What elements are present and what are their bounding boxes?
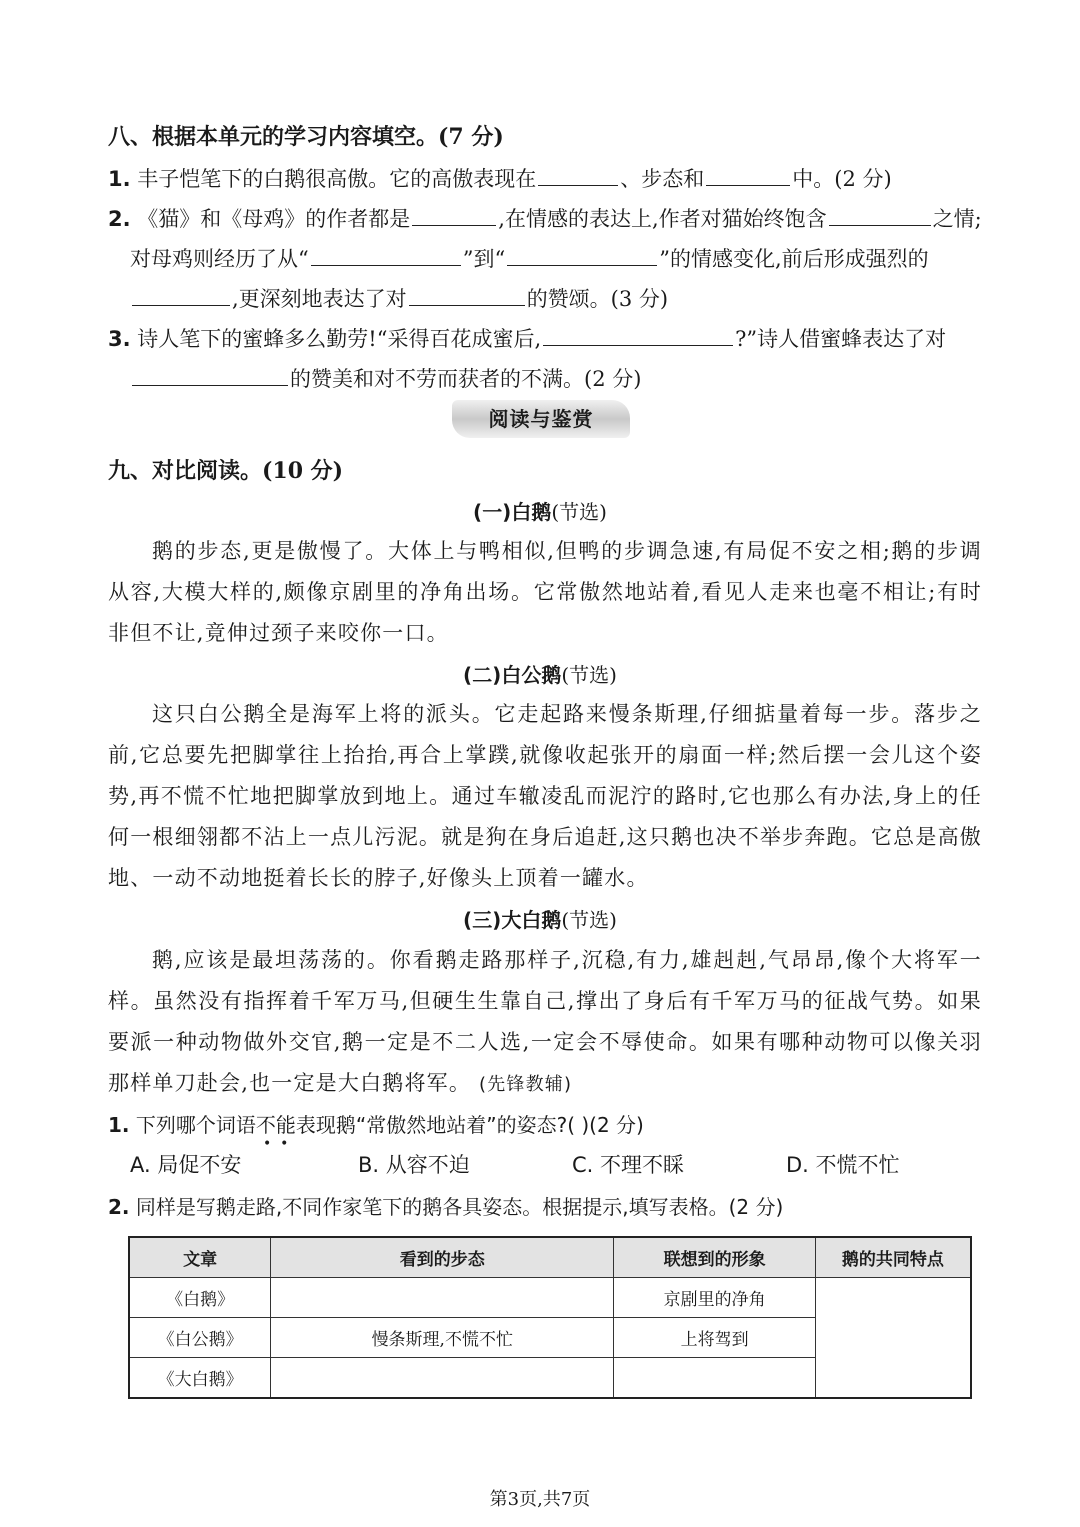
question-text: ,在情感的表达上,作者对猫始终饱含 xyxy=(498,207,827,231)
answer-blank[interactable] xyxy=(311,243,461,266)
answer-blank[interactable] xyxy=(706,163,790,186)
table-cell: 《白鹅》 xyxy=(129,1278,271,1318)
question-number: 2. xyxy=(108,1195,130,1219)
question-text: 丰子恺笔下的白鹅很高傲。它的高傲表现在 xyxy=(137,167,537,191)
question-text: 的赞美和对不劳而获者的不满。(2 分) xyxy=(290,367,642,391)
question-text: 诗人笔下的蜜蜂多么勤劳!“采得百花成蜜后, xyxy=(137,327,542,351)
question-text: 对母鸡则经历了从“ xyxy=(130,247,309,271)
answer-blank[interactable] xyxy=(132,363,288,386)
table-header: 文章 xyxy=(129,1237,271,1278)
question-text: 的赞颂。(3 分) xyxy=(526,287,669,311)
option-b[interactable]: B. 从容不迫 xyxy=(358,1153,470,1177)
reading-section-banner: 阅读与鉴赏 xyxy=(452,400,630,438)
question-text: ,更深刻地表达了对 xyxy=(232,287,407,311)
passage-1-text: 鹅的步态,更是傲慢了。大体上与鸭相似,但鸭的步调急速,有局促不安之相;鹅的步调从容,大模大样的,颇像京剧里的净角出场。它常傲然地站着,看见人走来也毫不相让;有时非但不让,竟伸过颈子来咬你一口。 xyxy=(108,539,982,645)
passage-note: (节选) xyxy=(561,908,617,932)
question-number: 3. xyxy=(108,327,131,351)
table-cell: 《大白鹅》 xyxy=(129,1358,271,1399)
answer-cell[interactable] xyxy=(271,1358,614,1399)
table-header: 鹅的共同特点 xyxy=(815,1237,971,1278)
option-c[interactable]: C. 不理不睬 xyxy=(572,1153,685,1177)
passage-title: (一)白鹅 xyxy=(473,500,552,524)
option-a[interactable]: A. 局促不安 xyxy=(130,1153,242,1177)
question-8-2-line2 xyxy=(130,243,929,274)
answer-blank[interactable] xyxy=(132,283,230,306)
section-9-heading: 九、对比阅读。(10 分) xyxy=(108,458,344,484)
passage-title: (二)白公鹅 xyxy=(463,663,562,687)
answer-blank[interactable] xyxy=(409,283,525,306)
answer-blank[interactable] xyxy=(507,243,657,266)
comparison-table xyxy=(128,1236,972,1399)
answer-cell[interactable] xyxy=(614,1358,816,1399)
question-text: 之情; xyxy=(932,207,982,231)
answer-cell[interactable] xyxy=(271,1278,614,1318)
passage-source: (先锋教辅) xyxy=(478,1074,573,1095)
question-9-2 xyxy=(108,1192,783,1222)
question-8-1 xyxy=(108,163,892,194)
question-text: 中。(2 分) xyxy=(792,167,892,191)
option-d[interactable]: D. 不慌不忙 xyxy=(786,1153,900,1177)
question-number: 1. xyxy=(108,167,131,191)
table-header-row xyxy=(129,1237,971,1278)
question-text: 《猫》和《母鸡》的作者都是 xyxy=(137,207,411,231)
question-8-2-line1 xyxy=(108,203,982,234)
question-9-1 xyxy=(108,1110,644,1140)
answer-blank[interactable] xyxy=(412,203,496,226)
question-text: 、步态和 xyxy=(620,167,705,191)
emphasis-dots: • • xyxy=(263,1136,289,1152)
table-header: 看到的步态 xyxy=(271,1237,614,1278)
question-text: 下列哪个词语不能表现鹅“常傲然地站着”的姿态?( )(2 分) xyxy=(135,1113,644,1137)
passage-2-title xyxy=(0,660,1080,690)
question-text: ”到“ xyxy=(462,247,506,271)
passage-3-text xyxy=(108,940,982,1105)
question-8-3-line1 xyxy=(108,323,946,354)
passage-2-text: 这只白公鹅全是海军上将的派头。它走起路来慢条斯理,仔细掂量着每一步。落步之前,它总要先把脚掌往上抬抬,再合上掌蹼,就像收起张开的扇面一样;然后摆一会儿这个姿势,再不慌不忙地把脚掌放到地上。通过车辙凌乱而泥泞的路时,它也那么有办法,身上的任何一根细翎都不沾上一点儿污泥。就是狗在身后追赶,这只鹅也决不举步奔跑。它总是高傲地、一动不动地挺着长长的脖子,好像头上顶着一罐水。 xyxy=(108,702,982,890)
table-cell: 京剧里的净角 xyxy=(614,1278,816,1318)
passage-title: (三)大白鹅 xyxy=(463,908,562,932)
question-text: ?”诗人借蜜蜂表达了对 xyxy=(735,327,947,351)
passage-note: (节选) xyxy=(551,500,607,524)
question-8-2-line3 xyxy=(130,283,668,314)
question-number: 1. xyxy=(108,1113,130,1137)
passage-1-title xyxy=(0,497,1080,527)
table-cell: 慢条斯理,不慌不忙 xyxy=(271,1318,614,1358)
question-text: ”的情感变化,前后形成强烈的 xyxy=(659,247,929,271)
passage-body: 鹅,应该是最坦荡荡的。你看鹅走路那样子,沉稳,有力,雄赳赳,气昂昂,像个大将军一样。虽然没有指挥着千军万马,但硬生生靠自己,撑出了身后有千军万马的征战气势。如果要派一种动物做外交官,鹅一定是不二人选,一定会不辱使命。如果有哪种动物可以像关羽那样单刀赴会,也一定是大白鹅将军。 xyxy=(108,948,982,1095)
passage-3-title xyxy=(0,905,1080,935)
question-text: 同样是写鹅走路,不同作家笔下的鹅各具姿态。根据提示,填写表格。(2 分) xyxy=(135,1195,784,1219)
answer-blank[interactable] xyxy=(538,163,618,186)
table-cell: 《白公鹅》 xyxy=(129,1318,271,1358)
section-8-heading: 八、根据本单元的学习内容填空。(7 分) xyxy=(108,124,504,150)
common-feature-cell[interactable] xyxy=(815,1278,971,1399)
answer-blank[interactable] xyxy=(543,323,733,346)
question-8-3-line2 xyxy=(130,363,641,394)
passage-note: (节选) xyxy=(561,663,617,687)
table-row xyxy=(129,1278,971,1318)
answer-blank[interactable] xyxy=(829,203,931,226)
page-number: 第3页,共7页 xyxy=(489,1489,591,1510)
question-number: 2. xyxy=(108,207,131,231)
table-header: 联想到的形象 xyxy=(614,1237,816,1278)
table-cell: 上将驾到 xyxy=(614,1318,816,1358)
